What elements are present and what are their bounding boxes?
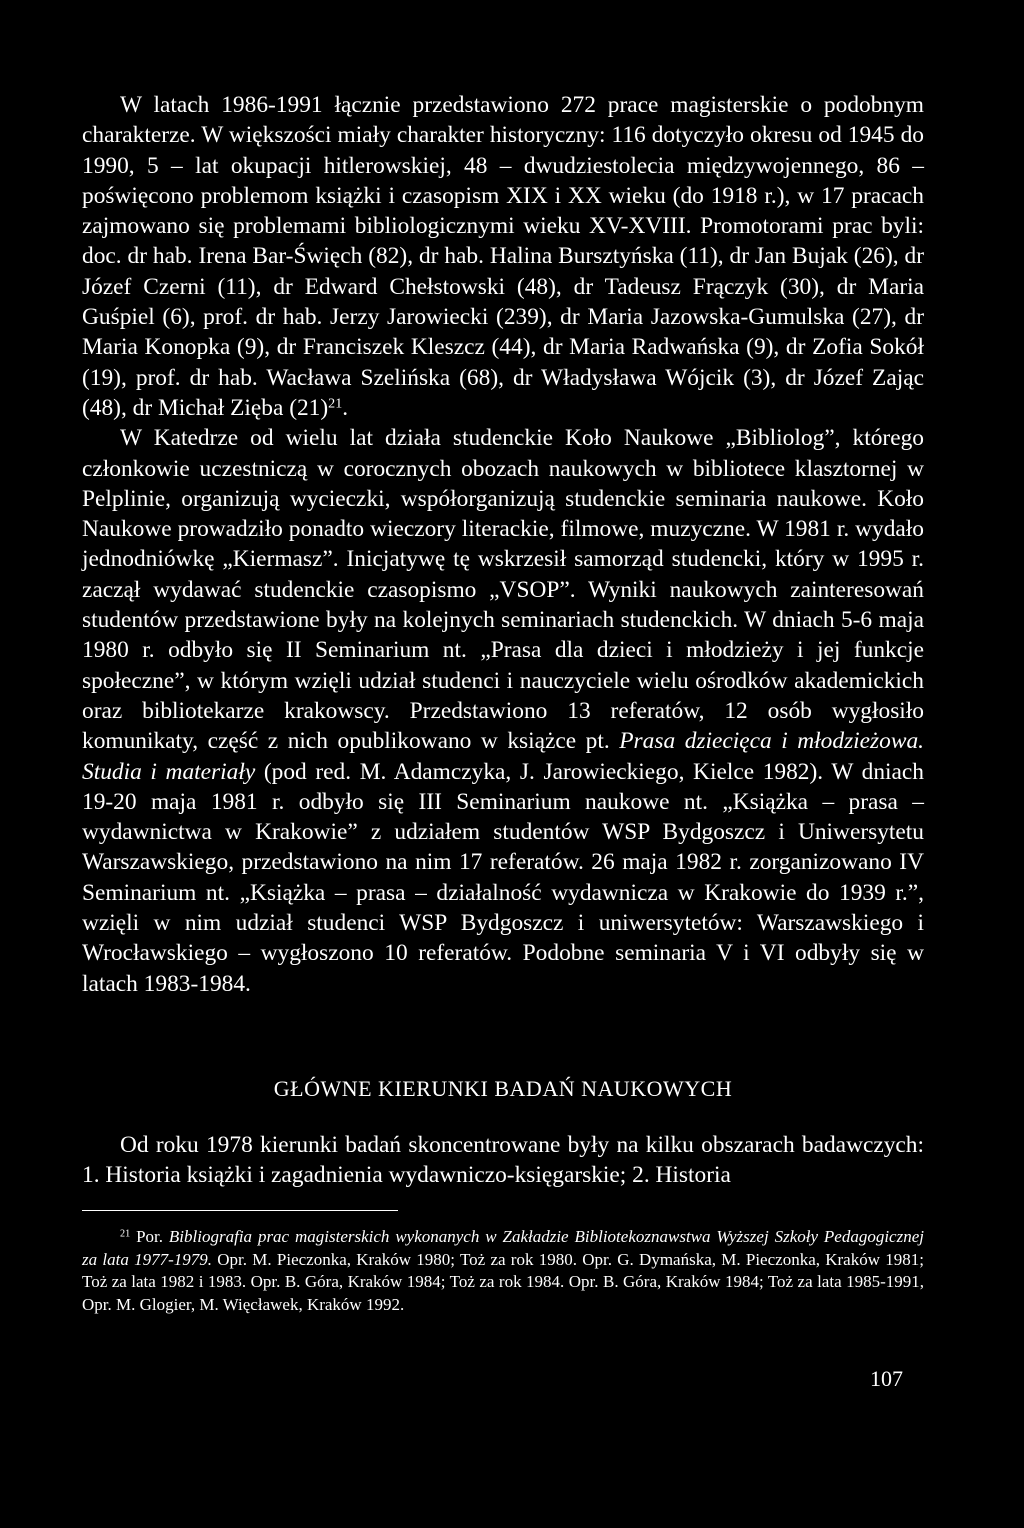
paragraph-1-end: . — [342, 394, 349, 421]
paragraph-2-book-title: Prasa dziecięca i młodzieżowa. Studia i materiały — [82, 728, 924, 785]
main-text — [82, 90, 924, 999]
section-heading: GŁÓWNE KIERUNKI BADAŃ NAUKOWYCH — [273, 1076, 733, 1101]
paragraph-2-text-a: W Katedrze od wielu lat działa studenckie Koło Naukowe „Bibliolog”, którego członkowie uczestniczą w corocznych obozach naukowych w bibliotece klasztornej w Pelplinie, organizują wycieczki, współorganizują studenckie seminaria naukowe. Koło Naukowe prowadziło ponadto wieczory literackie, filmowe, muzyczne. W 1981 r. wydało jednodniówkę „Kiermasz”. Inicjatywę tę wskrzesił samorząd studencki, który w 1995 r. zaczął wydawać studenckie czasopismo „VSOP”. Wyniki naukowych zainteresowań studentów przedstawione były na kolejnych seminariach studenckich. W dniach 5-6 maja 1980 r. odbyło się II Seminarium nt. „Prasa dla dzieci i młodzieży i jej funkcje społeczne”, w którym wzięli udział studenci i nauczyciele wielu ośrodków akademickich oraz bibliotekarze krakowscy. Przedstawiono 13 referatów, 12 osób wygłosiło komunikaty, część z nich opublikowano w książce pt. — [82, 425, 924, 755]
footnote-text-b: Opr. M. Pieczonka, Kraków 1980; Toż za rok 1980. Opr. G. Dymańska, M. Pieczonka, Kraków 1981; Toż za lata 1982 i 1983. Opr. B. Góra, Kraków 1984; Toż za rok 1984. Opr. B. Góra, Kraków 1984; Toż za lata 1985-1991, Opr. M. Glogier, M. Więcławek, Kraków 1992. — [82, 1249, 924, 1314]
section-paragraph: Od roku 1978 kierunki badań skoncentrowane były na kilku obszarach badawczych: 1. Historia książki i zagadnienia wydawniczo-księgarskie; 2. Historia — [82, 1132, 924, 1189]
section-body — [82, 1130, 924, 1191]
footnote-text-a: Por. — [130, 1227, 169, 1246]
footnote — [82, 1226, 924, 1316]
footnote-paragraph — [82, 1226, 924, 1316]
footnote-reference: 21 — [328, 395, 343, 412]
paragraph-1 — [82, 90, 924, 423]
page-number: 107 — [870, 1366, 903, 1391]
footnote-number: 21 — [120, 1228, 131, 1240]
footnote-book-title: Bibliografia prac magisterskich wykonanych w Zakładzie Bibliotekoznawstwa Wyższej Szkoły Pedagogicznej za lata 1977-1979. — [82, 1227, 924, 1269]
paragraph-1-text: W latach 1986-1991 łącznie przedstawiono 272 prace magisterskie o podobnym charakterze. W większości miały charakter historyczny: 116 dotyczyło okresu od 1945 do 1990, 5 – lat okupacji hitlerowskiej, 48 – dwudziestolecia międzywojennego, 86 – poświęcono problemom książki i czasopism XIX i XX wieku (do 1918 r.), w 17 pracach zajmowano się problemami bibliologicznymi wieku XV-XVIII. Promotorami prac byli: doc. dr hab. Irena Bar-Święch (82), dr hab. Halina Bursztyńska (11), dr Jan Bujak (26), dr Józef Czerni (11), dr Edward Chełstowski (48), dr Tadeusz Frączyk (30), dr Maria Guśpiel (6), prof. dr hab. Jerzy Jarowiecki (239), dr Maria Jazowska-Gumulska (27), dr Maria Konopka (9), dr Franciszek Kleszcz (44), dr Maria Radwańska (9), dr Zofia Sokół (19), prof. dr hab. Wacława Szelińska (68), dr Władysława Wójcik (3), dr Józef Zając (48), dr Michał Zięba (21) — [82, 92, 924, 421]
paragraph-2 — [82, 423, 924, 999]
footnote-divider — [82, 1210, 398, 1211]
paragraph-2-text-b: (pod red. M. Adamczyka, J. Jarowieckiego, Kielce 1982). W dniach 19-20 maja 1981 r. odbyło się III Seminarium naukowe nt. „Książka – prasa – wydawnictwa w Krakowie” z udziałem studentów WSP Bydgoszcz i Uniwersytetu Warszawskiego, przedstawiono na nim 17 referatów. 26 maja 1982 r. zorganizowano IV Seminarium nt. „Książka – prasa – działalność wydawnicza w Krakowie do 1939 r.”, wzięli w nim udział studenci WSP Bydgoszcz i uniwersytetów: Warszawskiego i Wrocławskiego – wygłoszono 10 referatów. Podobne seminaria V i VI odbyły się w latach 1983-1984. — [82, 758, 924, 997]
